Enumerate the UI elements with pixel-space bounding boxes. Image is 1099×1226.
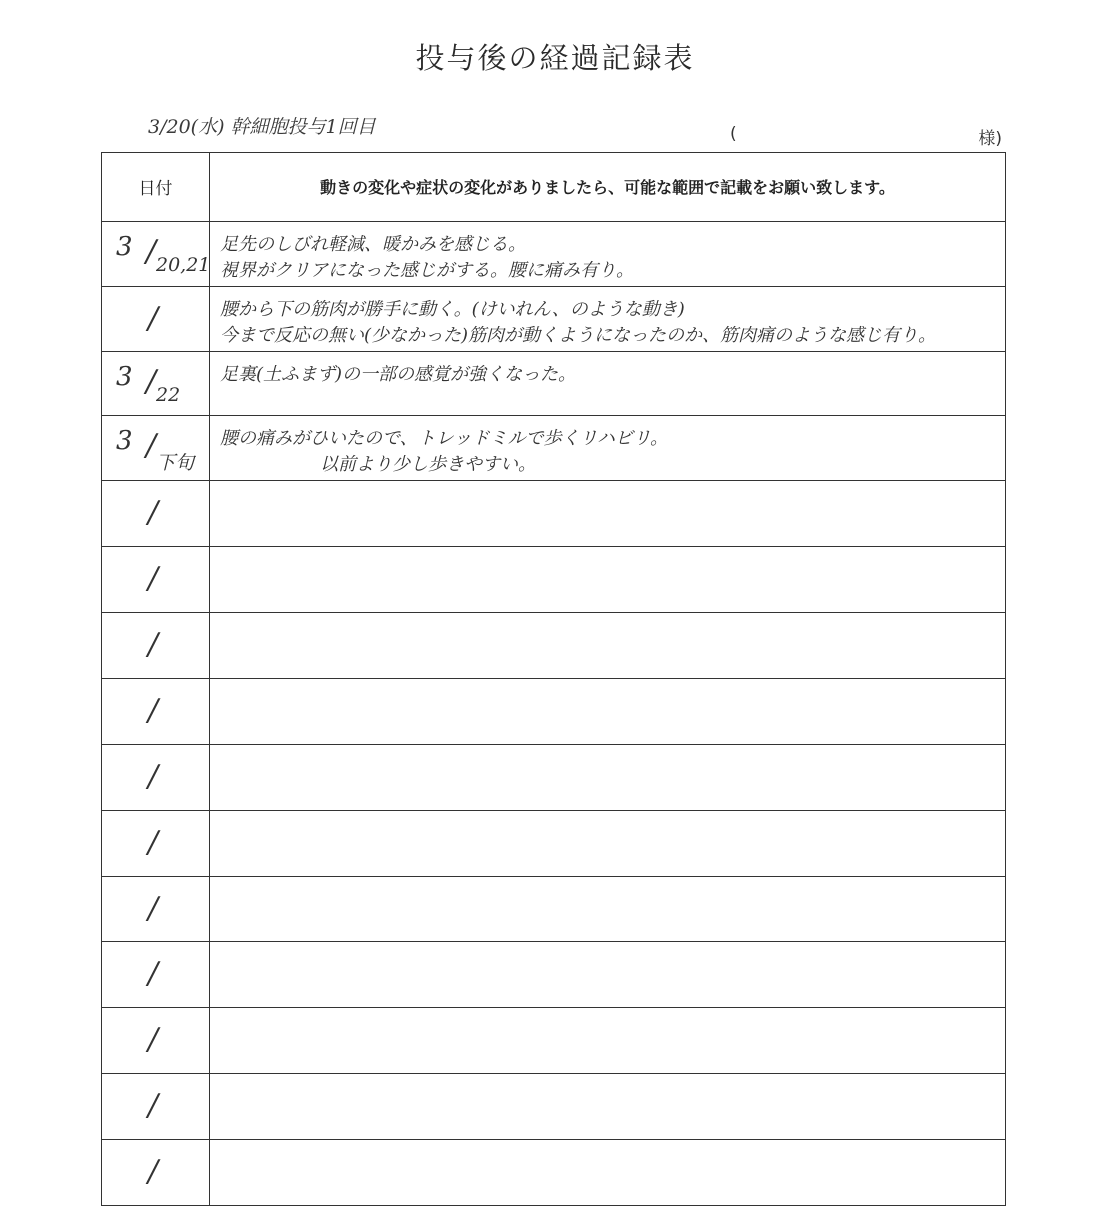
table-row — [102, 481, 1006, 547]
table-row — [102, 876, 1006, 942]
date-day: 20,21 — [156, 253, 211, 276]
note-line: 腰の痛みがひいたので、トレッドミルで歩くリハビリ。 — [220, 428, 669, 450]
note-line: 以前より少し歩きやすい。 — [320, 454, 536, 476]
date-month: 3 — [116, 426, 133, 457]
table-header-row — [102, 153, 1006, 222]
date-cell — [102, 221, 210, 286]
name-honorific: 様) — [978, 129, 1002, 149]
table-row — [102, 351, 1006, 416]
date-day: 22 — [156, 383, 181, 406]
note-line: 足先のしびれ軽減、暖かみを感じる。 — [220, 233, 526, 255]
date-slash: / — [148, 758, 159, 794]
table-row — [102, 1008, 1006, 1074]
date-cell — [102, 481, 210, 547]
note-cell — [210, 876, 1006, 942]
date-slash: / — [148, 692, 159, 728]
date-slash: / — [148, 1154, 159, 1190]
note-line: 視界がクリアになった感じがする。腰に痛み有り。 — [220, 259, 634, 281]
name-open-paren: ( — [730, 124, 737, 144]
note-cell — [210, 481, 1006, 547]
table-row — [102, 1074, 1006, 1140]
note-cell — [210, 613, 1006, 679]
date-cell — [102, 613, 210, 679]
progress-record-table — [101, 152, 1006, 1206]
date-cell — [102, 744, 210, 810]
table-row — [102, 744, 1006, 810]
date-cell — [102, 1140, 210, 1206]
table-row — [102, 942, 1006, 1008]
note-cell — [210, 810, 1006, 876]
note-line: 腰から下の筋肉が勝手に動く。(けいれん、のような動き) — [220, 298, 685, 320]
date-cell — [102, 942, 210, 1008]
date-slash: / — [148, 300, 159, 336]
date-slash: / — [148, 495, 159, 531]
date-slash: / — [148, 824, 159, 860]
date-column-header: 日付 — [102, 153, 210, 222]
note-cell — [210, 1074, 1006, 1140]
date-cell — [102, 1074, 210, 1140]
date-cell — [102, 547, 210, 613]
date-cell — [102, 678, 210, 744]
date-slash: / — [146, 428, 157, 464]
date-slash: / — [146, 363, 157, 399]
date-day: 下旬 — [156, 452, 195, 475]
note-cell — [210, 547, 1006, 613]
table-row — [102, 678, 1006, 744]
note-line: 今まで反応の無い(少なかった)筋肉が動くようになったのか、筋肉痛のような感じ有り。 — [220, 324, 937, 346]
note-column-header: 動きの変化や症状の変化がありましたら、可能な範囲で記載をお願い致します。 — [210, 153, 1006, 222]
date-slash: / — [148, 561, 159, 597]
date-cell — [102, 416, 210, 481]
date-cell — [102, 1008, 210, 1074]
date-month: 3 — [116, 361, 133, 392]
note-cell — [210, 942, 1006, 1008]
note-cell — [210, 678, 1006, 744]
date-slash: / — [148, 1088, 159, 1124]
note-line: 足裏(土ふまず)の一部の感覚が強くなった。 — [220, 363, 577, 385]
table-row — [102, 547, 1006, 613]
note-cell — [210, 1140, 1006, 1206]
date-slash: / — [148, 956, 159, 992]
page-title: 投与後の経過記録表 — [415, 41, 695, 75]
note-cell — [210, 351, 1006, 416]
table-row — [102, 286, 1006, 351]
table-row — [102, 416, 1006, 481]
table-row — [102, 221, 1006, 286]
date-cell — [102, 351, 210, 416]
table-row — [102, 613, 1006, 679]
date-slash: / — [148, 627, 159, 663]
date-month: 3 — [116, 231, 133, 262]
date-slash: / — [148, 890, 159, 926]
date-cell — [102, 286, 210, 351]
date-slash: / — [146, 233, 157, 269]
table-row — [102, 1140, 1006, 1206]
note-cell — [210, 286, 1006, 351]
note-cell — [210, 1008, 1006, 1074]
date-slash: / — [148, 1022, 159, 1058]
date-cell — [102, 810, 210, 876]
note-cell — [210, 221, 1006, 286]
note-cell — [210, 416, 1006, 481]
date-cell — [102, 876, 210, 942]
note-cell — [210, 744, 1006, 810]
treatment-note: 3/20(水) 幹細胞投与1回目 — [148, 116, 376, 138]
table-row — [102, 810, 1006, 876]
